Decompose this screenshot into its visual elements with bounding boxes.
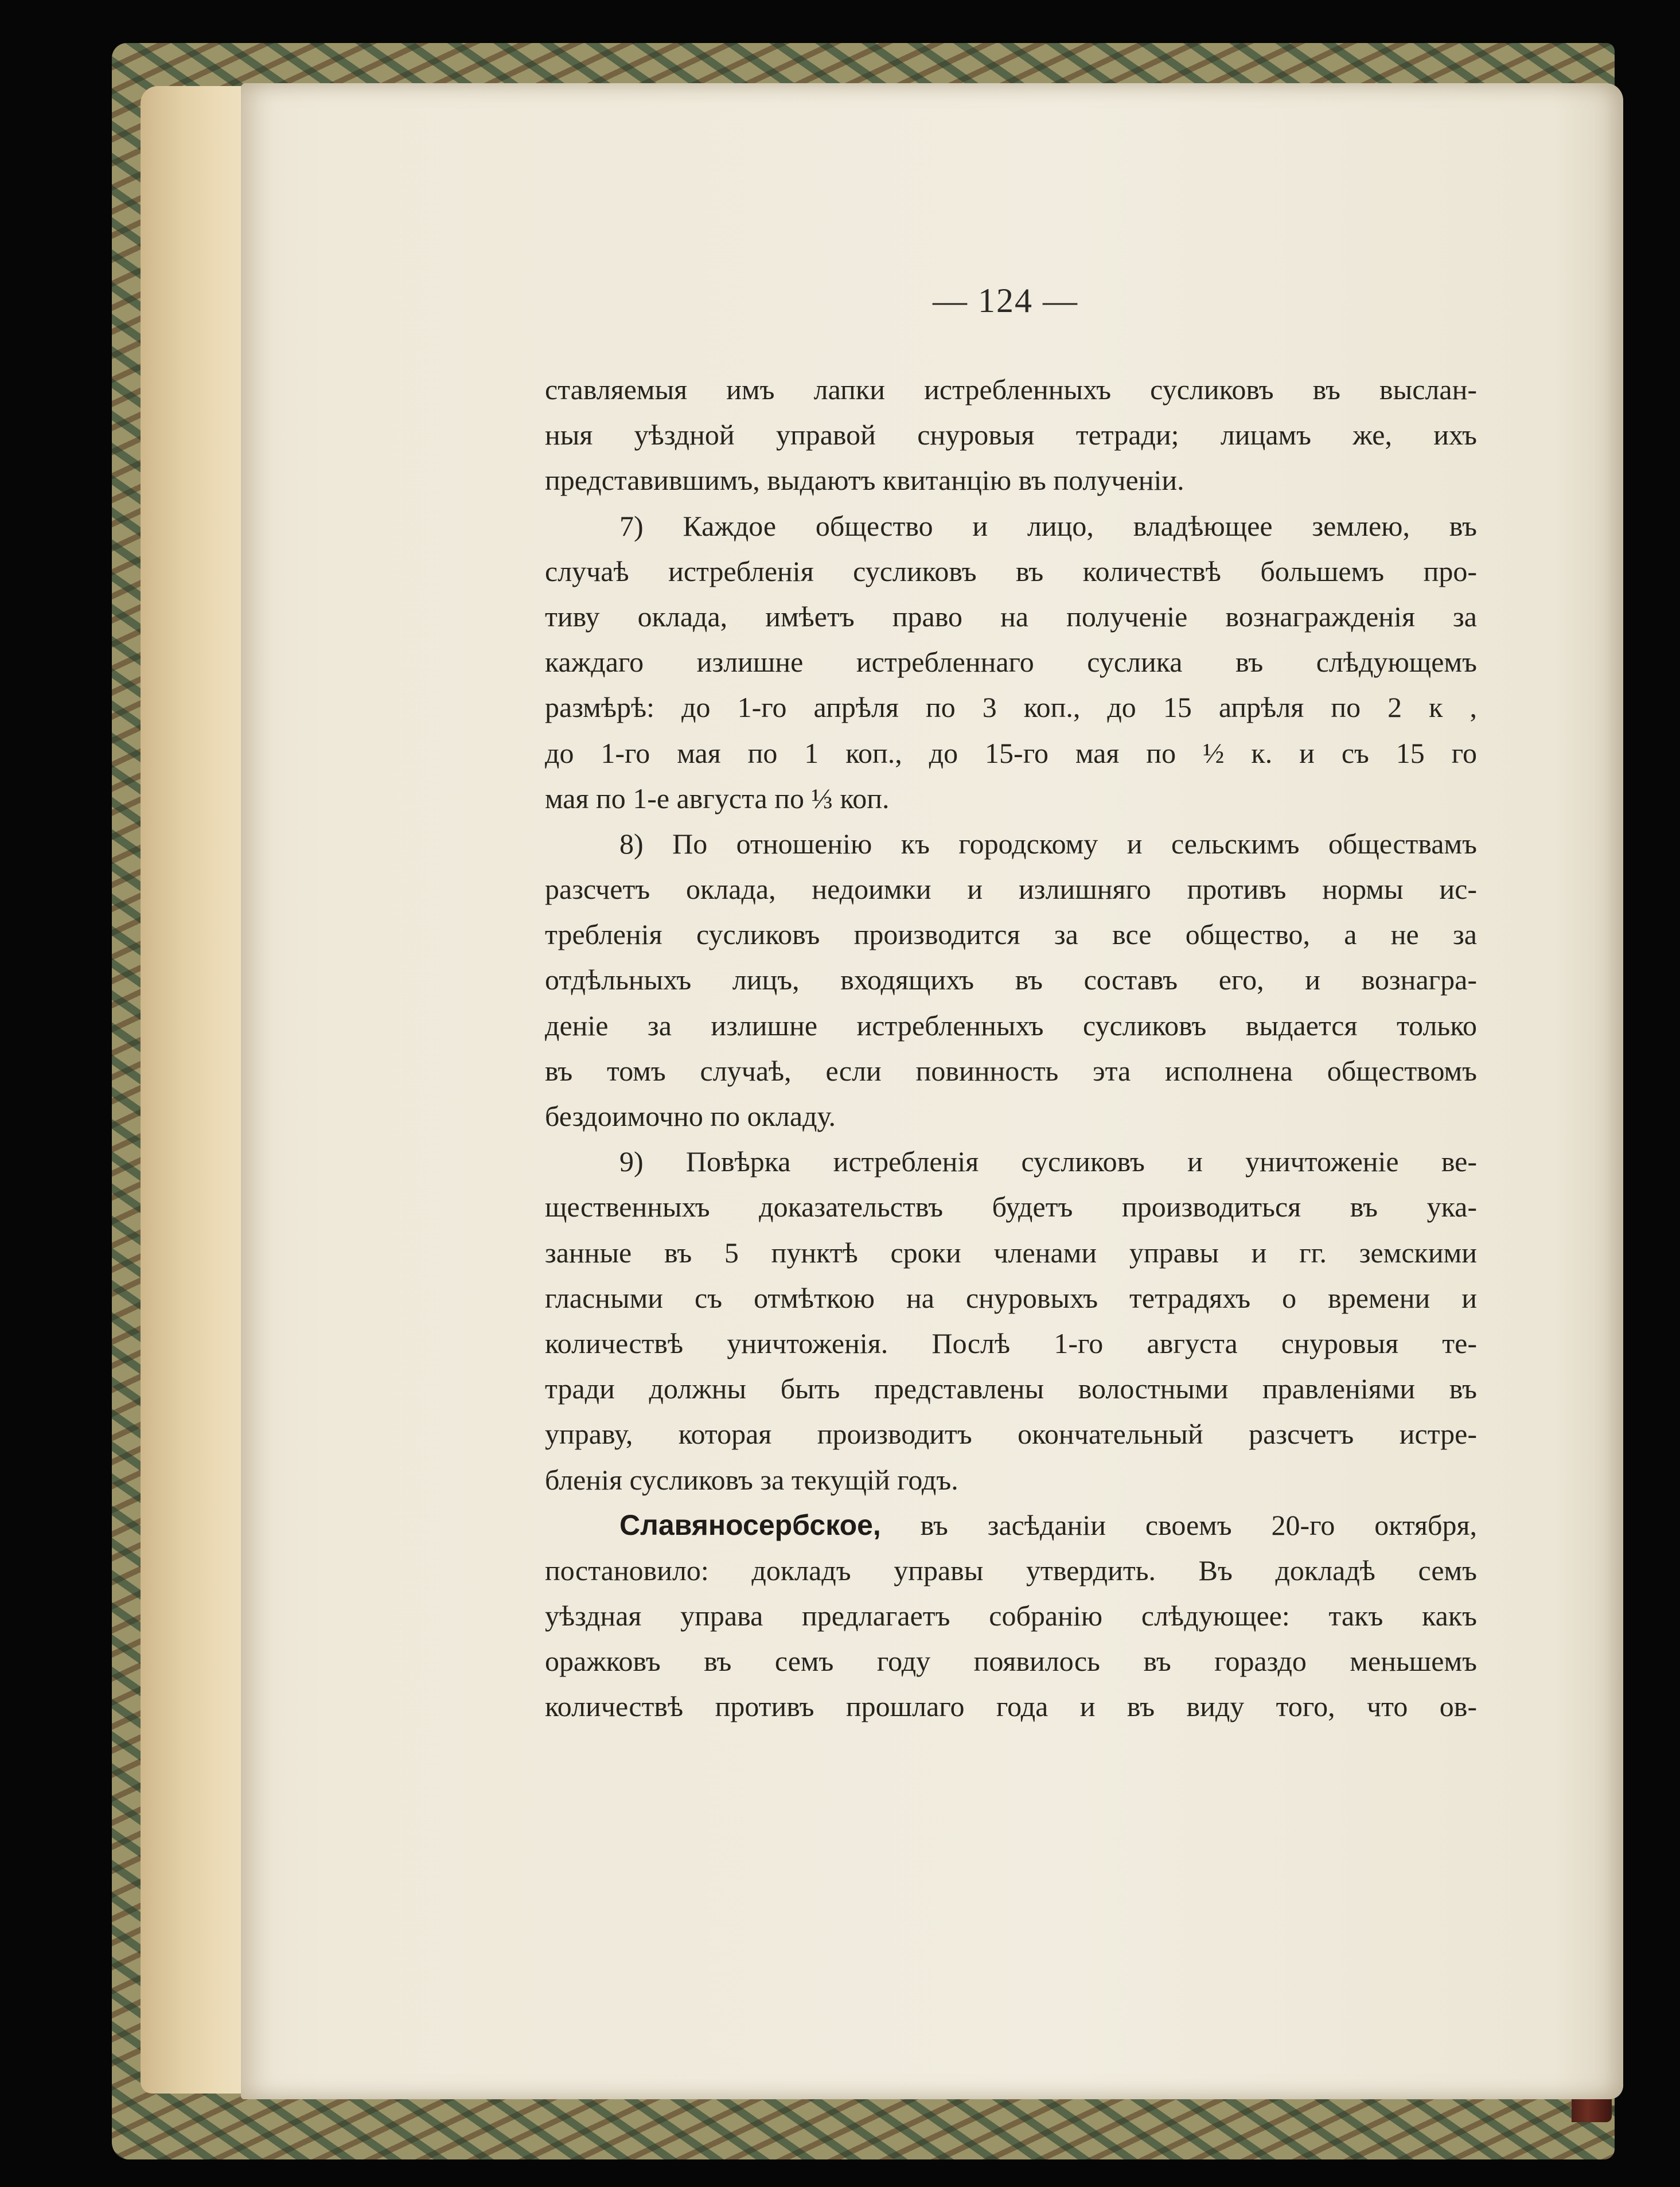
text-line: до 1-го мая по 1 коп., до 15-го мая по ½ к. и съ 15 го [545, 736, 1477, 769]
text-line: случаѣ истребленія сусликовъ въ количествѣ большемъ про- [545, 555, 1477, 587]
text-line: оражковъ въ семъ году появилось въ гораздо меньшемъ [545, 1645, 1477, 1678]
heading-continuation: въ засѣданіи своемъ 20-го октября, [920, 1508, 1477, 1541]
text-line: мая по 1-е августа по ⅓ коп. [545, 782, 890, 814]
text-line: уѣздная управа предлагаетъ собранію слѣдующее: такъ какъ [545, 1600, 1477, 1632]
text-line: представившимъ, выдаютъ квитанцію въ полученіи. [545, 464, 1184, 497]
text-line: размѣрѣ: до 1-го апрѣля по 3 коп., до 15 апрѣля по 2 к , [545, 691, 1477, 724]
text-line: деніе за излишне истребленныхъ сусликовъ выдается только [545, 1009, 1477, 1042]
text-line: постановило: докладъ управы утвердить. Въ докладѣ семъ [545, 1554, 1477, 1586]
paragraph-7-start: 7) Каждое общество и лицо, владѣющее землею, въ [619, 509, 1477, 542]
text-line: гласными съ отмѣткою на снуровыхъ тетрадяхъ о времени и [545, 1281, 1477, 1314]
text-line: занные въ 5 пунктѣ сроки членами управы и гг. земскими [545, 1236, 1477, 1269]
text-line: количествѣ уничтоженія. Послѣ 1-го августа снуровыя те- [545, 1327, 1477, 1359]
text-line: бленія сусликовъ за текущій годъ. [545, 1463, 958, 1496]
text-line: разсчетъ оклада, недоимки и излишняго противъ нормы ис- [545, 873, 1477, 906]
district-heading: Славяносербское, [619, 1508, 881, 1541]
text-line: управу, которая производитъ окончательный разсчетъ истре- [545, 1418, 1477, 1451]
text-line: въ томъ случаѣ, если повинность эта исполнена обществомъ [545, 1054, 1477, 1087]
text-line [545, 504, 1477, 549]
text-line: тради должны быть представлены волостными правленіями въ [545, 1373, 1477, 1405]
paragraph-9-start: 9) Повѣрка истребленія сусликовъ и уничтоженіе ве- [619, 1145, 1477, 1178]
text-line: требленія сусликовъ производится за все общество, а не за [545, 918, 1477, 951]
text-line [545, 1139, 1477, 1184]
text-line [545, 821, 1477, 867]
text-line: количествѣ противъ прошлаго года и въ виду того, что ов- [545, 1690, 1477, 1723]
text-line: ставляемыя имъ лапки истребленныхъ сусликовъ въ выслан- [545, 373, 1477, 406]
text-line: отдѣльныхъ лицъ, входящихъ въ составъ его, и вознагра- [545, 964, 1477, 996]
text-line [545, 1503, 1477, 1548]
page-number: — 124 — [933, 282, 1078, 319]
paragraph-8-start: 8) По отношенію къ городскому и сельскимъ обществамъ [619, 827, 1477, 860]
text-line: каждаго излишне истребленнаго суслика въ слѣдующемъ [545, 646, 1477, 679]
body-text [545, 367, 1477, 1730]
text-line: ныя уѣздной управой снуровыя тетради; лицамъ же, ихъ [545, 419, 1477, 451]
text-line: тиву оклада, имѣетъ право на полученіе вознагражденія за [545, 600, 1477, 633]
text-line: щественныхъ доказательствъ будетъ производиться въ ука- [545, 1191, 1477, 1223]
text-line: бездоимочно по окладу. [545, 1100, 836, 1132]
